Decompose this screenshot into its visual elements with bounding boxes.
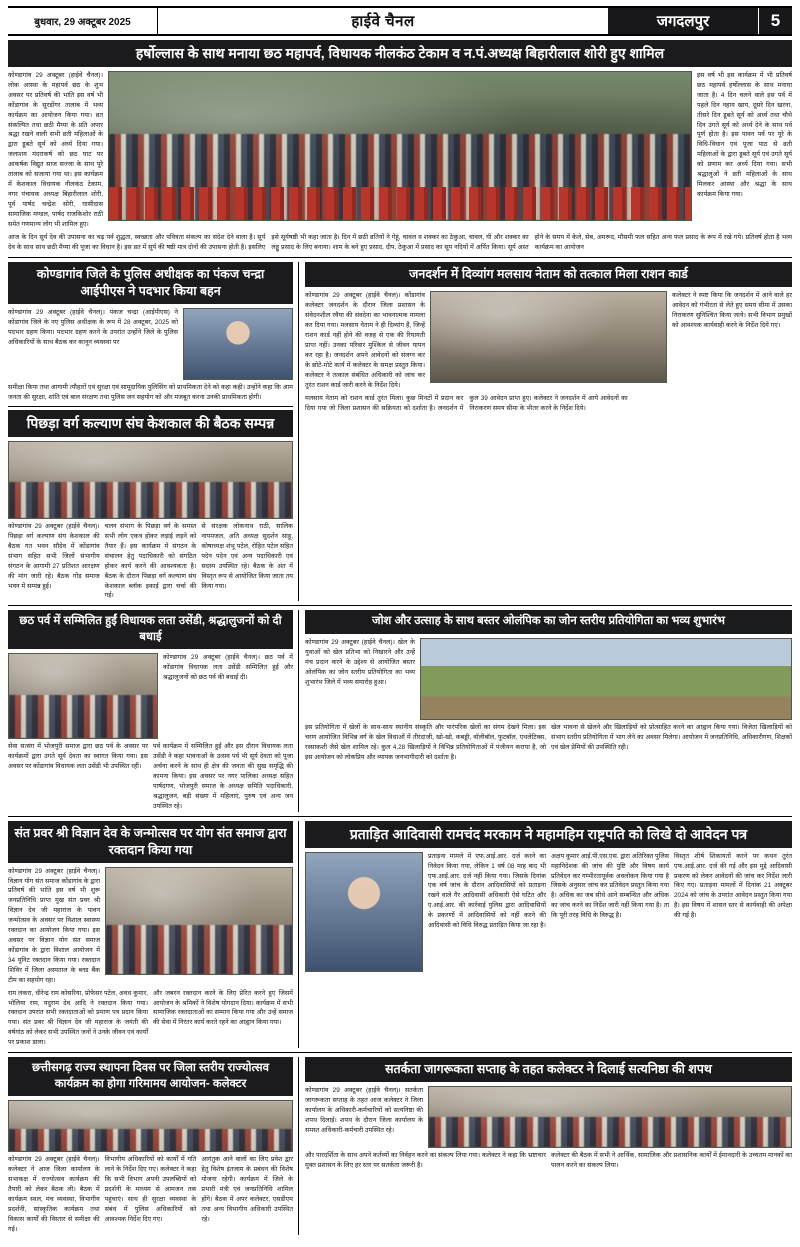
- lead-headline: हर्षोल्लास के साथ मनाया छठ महापर्व, विधायक नीलकंठ टेकाम व न.पं.अध्यक्ष बिहारीलाल शोरी हुए शामिल: [8, 40, 792, 67]
- blood-col-1: कोण्डागांव 29 अक्टूबर (हाईवे चैनल)। विज्ञान योग संत समाज कोंडागांव के द्वारा प्रतिवर्ष की भांति इस वर्ष भी शुरू जनप्रतिनिधि प्राप्त मुख संत प्रवर श्री विज्ञान देव जी महाराज के पावन जन्मोत्सव के अवसर पर विशाल स्वास्थ्य रक्तदान का आयोजन किया गया। इस अवसर पर विज्ञान योग संत समाज कोंडागांव के द्वारा विशाल आयोजन में 34 यूनिट रक्तदान किया गया। रक्तदान शिविर में जिला अस्पताल के ब्लड बैंक टीम का सहयोग रहा।: [8, 867, 100, 984]
- chhath-wishes-col-3: पर्व कार्यक्रम में सम्मिलित हुईं और इस दौरान विधायक लता उसेंडी ने कहा भावनाओं के उत्सव पर्व भी सूर्य देवता को पूजा अर्चना करने के साथ ही क्षेत्र की जनता की सुख समृद्धि की कामना किया। इस अवसर पर नगर पालिका अध्यक्ष सहित पार्षदगण, भोजपुरी समाज के अध्यक्ष समिति पदाधिकारी, श्रद्धालुजन, बड़ी संख्या में महिलाएं, पुरुष एवं अन्य जन उपस्थित रहे।: [153, 743, 293, 810]
- pitthoda-headline: पिछड़ा वर्ग कल्याण संघ केशकाल की बैठक सम्पन्न: [8, 410, 293, 437]
- statehood-col-3: आगंतुक आने वालों का लिए प्रवेश द्वार हेतु विशेष इंतजाम के प्रबंधन की विशेष योजना रहेगी। कार्यक्रम में जिले के प्रभारी मंत्री एवं जनप्रतिनिधि शामिल होंगे। बैठक में अपर कलेक्टर, एसडीएम तथा अन्य विभागीय अधिकारी उपस्थित रहे।: [201, 1156, 293, 1223]
- jandarshan-col-1: कोण्डागांव 29 अक्टूबर (हाईवे चैनल)। कोंडागांव कलेक्टर जनदर्शन के दौरान जिला प्रशासन के संवेदनशील रवैया की संवदेना का भावनात्मक मामला कर दिया गया। मलसाय नेताम ने ही दिव्यांग हैं, जिन्हें राशन कार्ड नहीं होने की वजह से एक की रियायती प्राप्त नहीं। उनका परिवार मुश्किल से जीवन यापन कर रहा है। जनदर्शन अपने आवेदनों को संलग्न कर के छोटे-मोटे कार्य में कलेक्टर के समक्ष प्रस्तुत किया। कलेक्टर ने तत्काल संबंधित अधिकारी को जांच कर तुरंत राशन कार्ड जारी करने के निर्देश दिये।: [305, 292, 425, 389]
- masthead-brand: हाईवे चैनल: [351, 13, 415, 30]
- chhath-wishes-headline: छठ पर्व में सम्मिलित हुईं विधायक लता उसेंडी, श्रद्धालुजनों को दी बधाई: [8, 610, 293, 649]
- jandarshan-headline: जनदर्शन में दिव्यांग मलसाय नेताम को तत्काल मिला राशन कार्ड: [305, 262, 792, 287]
- statehood-meeting-photo: [8, 1100, 293, 1152]
- police-col-1: कोण्डागांव 29 अक्टूबर (हाईवे चैनल)। पंकज चन्द्रा (आईपीएस) ने कोंडागांव जिले के नए पुलिस अधीक्षक के रूप में 28 अक्टूबर, 2025 को पदभार ग्रहण किया। पदभार ग्रहण करने के उपरांत उन्होंने जिले के पुलिस अधिकारियों के साथ बैठक कर कानून व्यवस्था पर: [8, 309, 178, 346]
- lead-col-3: इस वर्ष भी इस कार्यक्रम में भी प्रतिवर्ष छठ महापर्व हर्षोल्लास के साथ मनाया जाता है। 4 दिन चलने वाले इस पर्व में पहले दिन नहाय खाय, दूसरे दिन खरना, तीसरे दिन डूबते सूर्य को अर्ध्य तथा चौथे दिन उगते सूर्य को अर्ध्य देने के साथ पर्व पूर्ण होता है। इस पावन पर्व पर पूरे के विधि-विधान एवं पूजा पाठ से व्रती महिलाओं के द्वारा डूबते सूर्य एवं उगते सूर्य को प्रणाम कर अर्ध्य दिया गया। सभी श्रद्धालुओं ने व्रती महिलाओं के साथ मिलकर आस्था और श्रद्धा के साथ कार्यक्रम किया गया।: [697, 71, 792, 198]
- oath-col-3: कलेक्टर की बैठक में सभी ने आर्थिक, सामाजिक और प्रशासनिक कार्यों में ईमानदारी के उच्चतम मानकों का पालन करने का संकल्प लिया।: [551, 1152, 792, 1169]
- blood-headline: संत प्रवर श्री विज्ञान देव के जन्मोत्सव पर योग संत समाज द्वारा रक्तदान किया गया: [8, 821, 293, 863]
- lead-col-2: आज के दिन सूर्य देव की उपासना का चढ़ पर्व शुद्धता, स्वच्छता और पवित्रता संकल्प का संदेश देने वाला है। सूर्य देव के साथ साथ छठी मैय्या की पूजा का विधान है। इस व्रत में सूर्य की षष्ठी मात्र दोनों की उपासना होती है। इसलिए इसे सूर्यषष्ठी भी कहा जाता है। दिन में छठी व्रतियों ने गेहूं, चावल व शक्कर का ठेकुआ, चावल, घी और शक्कर का लड्डू प्रसाद के लिए बनाया। शाम के बने हुए प्रसाद, दीप, ठेकुआ में प्रसाद का सूप नदियों में अर्पित किया। सूर्य अस्त होने के समय में केले, सेब, अमरूद, मौसमी फल सहित अन्य फल प्रसाद के रूप में रखे गये। प्रतिवर्ष होता है भव्य कार्यक्रम का आयोजन: [8, 233, 792, 251]
- olympic-headline: जोश और उत्साह के साथ बस्तर ओलंपिक का जोन स्तरीय प्रतियोगिता का भव्य शुभारंभ: [305, 610, 792, 634]
- masthead: [8, 6, 792, 36]
- olympic-col-3: खेल भावना से खेलने और खिलाड़ियों को प्रोत्साहित करने का आह्वान किया गया। विजेता खिलाड़ियों को संभाग स्तरीय प्रतियोगिता में भाग लेने का अवसर मिलेगा। आयोजन में जनप्रतिनिधि, अधिकारीगण, शिक्षकों एवं खेल प्रेमियों की उपस्थिति रही।: [551, 723, 792, 751]
- oath-ceremony-photo: [428, 1086, 792, 1148]
- blood-donation-photo: [105, 867, 293, 975]
- chhath-wishes-col-2: सेवा सत्संग में भोजपुरी समाज द्वारा छठ पर्व के अवसर पर कार्यक्रमों द्वारा उगते सूर्य देवता का स्वागत किया गया। इस अवसर पर कोंडागांव विधायक लता उसेंडी भी उपस्थित रहीं।: [8, 743, 148, 771]
- pitthoda-meeting-photo: [8, 441, 293, 519]
- blood-col-3: और जबरन रक्तदान करने के लिए प्रेरित करने हुए जिसमें आयोजन के श्रमिकों ने विशेष योगदान दिया। कार्यक्रम में सभी सामाजिक रक्तदाताओं का सम्मान किया गया और उन्हें समाज की सेवा में निरंतर कार्य करते रहने का आह्वान किया गया।: [153, 989, 293, 1027]
- pitthoda-col-3: से संरक्षक लोकनाथ राठी, सालिक नायमजल, अति अध्यक्ष सुदर्शन साहू, कोषाध्यक्ष शंभू पटेल, रोहित पटेल सहित पदेन पदेन एवं अन्य पदाधिकारी एवं सदस्य उपस्थित रहे। बैठक के अंत में विस्तृत रूप से आयोजित किया जाता तय किया गया।: [201, 522, 293, 590]
- row-chhath-olympic: [8, 610, 792, 811]
- lead-col-1: कोण्डागांव 29 अक्टूबर (हाईवे चैनल)। लोक आस्था के महापर्व छठ के शुभ अवसर पर प्रतिवर्ष की भांति इस वर्ष भी कोंडागांव के सुरडोंगर तालाब में भव्य कार्यक्रम का आयोजन किया गया। व्रत संकल्पित तथा छठी मैय्या के प्रति अपार श्रद्धा रखने वाली सभी व्रती महिलाओं के द्वारा डूबते सूर्य को अर्ध्य दिया गया। जलाशय मंदराकर्ष को छठ घाट पर आकर्षक विद्युत साज सज्जा के साथ पूरे तालाब को सजाया गया था। इस कार्यक्रम में केशकाल विधायक नीलकंठ टेकाम, नगर पंचायक अध्यक्ष बिहारीलाल शोरी, पूर्व पार्षद चन्द्रेश सोरी, घासीदास सामाजिक मण्डल, पार्षद राजकिशोर राठी समेत गणमान्य लोग भी शामिल हुए।: [8, 71, 103, 228]
- olympic-col-2: इस प्रतियोगिता में खेलों के साथ-साथ स्थानीय संस्कृति और पारंपरिक खेलों का संगम देखने मिला। इस चरण आयोजित विभिन्न वर्ग के खेल विधाओं में तीरंदाजी, खो-खो, कबड्डी, वॉलीबॉल, फुटबॉल, एथलेटिक्स, रस्साकशी जैसे खेल शामिल रहे। कुल 4,28 खिलाड़ियों ने विभिन्न प्रतियोगिताओं में पंजीयन कराया है, जो इस आयोजन को लोकप्रिय और व्यापक जनभागीदारी को दर्शाता है।: [305, 723, 546, 761]
- row-blood-president: [8, 821, 792, 1048]
- oath-col-1: कोण्डागांव 29 अक्टूबर (हाईवे चैनल)। सतर्कता जागरूकता सप्ताह के तहत आज कलेक्टर ने जिला कार्यालय के अधिकारी-कर्मचारियों को सत्यनिष्ठा की शपथ दिलाई। शपथ के दौरान जिला कार्यालय के समस्त अधिकारी-कर्मचारी उपस्थित रहे।: [305, 1087, 423, 1134]
- statehood-col-2: विभागीय अधिकारियों को कार्यों में गति लाने के निर्देश दिए गए। कलेक्टर ने कहा कि सभी विभाग अपनी उपलब्धियों को प्रदर्शनी के माध्यम से आमजन तक पहुंचाएं। साथ ही सुरक्षा व्यवस्था के संबंध में पुलिस अधिकारियों को आवश्यक निर्देश दिए गए।: [104, 1156, 197, 1223]
- statehood-headline: छत्तीसगढ़ राज्य स्थापना दिवस पर जिला स्तरीय राज्योत्सव कार्यक्रम का होगा गरिमामय आयोजन- कलेक्टर: [8, 1057, 293, 1096]
- lead-story: [8, 40, 792, 252]
- president-letter-photo: [305, 852, 423, 972]
- chhath-wishes-col-1: कोण्डागांव 29 अक्टूबर (हाईवे चैनल)। छठ पर्व में कोंडागांव विधायक लता उसेंडी सम्मिलित हुईं और श्रद्धालुजनों को छठ पर्व की बधाई दी।: [163, 654, 293, 682]
- police-officer-photo: [183, 308, 293, 380]
- masthead-edition: जगदलपुर: [608, 8, 758, 34]
- olympic-photo: [420, 638, 792, 720]
- row-statehood-oath: [8, 1057, 792, 1234]
- statehood-col-1: कोण्डागांव 29 अक्टूबर (हाईवे चैनल)। कलेक्टर ने आज जिला कार्यालय के सभाकक्ष में राज्योत्सव कार्यक्रम की तैयारी को लेकर बैठक ली। बैठक में कार्यक्रम स्थल, मंच व्यवस्था, विभागीय प्रदर्शनी, सांस्कृतिक कार्यक्रम तथा विकास कार्यों की विस्तार से समीक्षा की गई।: [8, 1156, 100, 1233]
- jandarshan-col-3: कलेक्टर ने स्पष्ट किया कि जनदर्शन में आने वाले हर आवेदन को गंभीरता से लेते हुए समय सीमा में उसका निराकरण सुनिश्चित किया जाये। सभी विभाग प्रमुखों को आवश्यक कार्यवाही करने के निर्देश दिये गए।: [672, 292, 792, 330]
- president-headline: प्रताड़ित आदिवासी रामचंद मरकाम ने महामहिम राष्ट्रपति को लिखे दो आवेदन पत्र: [305, 821, 792, 848]
- police-col-2: समीक्षा किया तथा आगामी त्यौहारों एवं सुरक्षा एवं सामूदायिक पुलिसिंग को प्राथमिकता देने को कहा कही। उन्होंने कहा कि आम जनता की सुरक्षा, शांति एवं बाल संरक्षण तथा पुलिस जन सहयोग को और मजबूत करना उनकी प्राथमिकता होगी।: [8, 384, 293, 402]
- oath-col-2: और पारदर्शिता के साथ अपने कर्तव्यों का निर्वहन करने का संकल्प लिया गया। कलेक्टर ने कहा कि भ्रष्टाचार मुक्त प्रशासन के लिए हर स्तर पर सतर्कता जरूरी है।: [305, 1152, 546, 1169]
- police-headline: कोण्डागांव जिले के पुलिस अधीक्षक का पंकज चन्द्रा आईपीएस ने पदभार किया बहन: [8, 262, 293, 304]
- jandarshan-photo: [430, 291, 667, 383]
- pitthoda-col-1: कोण्डागांव 29 अक्टूबर (हाईवे चैनल)। पिछड़ा वर्ग कल्याण संघ केशकाल की बैठक गत भवन सौदेव में कोंडागांव संभाग सहित सभी जिलों संभागीय संगठन के आगामी 27 प्रतिशत आरक्षण की मांग जारी रहे। बैठक गोंड समाज भवन में सम्पन्न हुई।: [8, 522, 100, 590]
- president-col-2: अक्षय कुमार आई.पी.एस.एस. द्वारा अतिरिक्त पुलिस महानिदेशक की जांच की पुष्टि और विषय कार्य प्रतिवेदन कर गम्भीरतापूर्वक अवलोकन किया गया है जिसके अनुसार जांच कर प्रतिवेदन प्रस्तुत किया गया है। अधिक का जब सीधे आने सम्बन्धित और अधिक का जांच करने का निर्देश जारी नहीं किया गया है। ता कि पूरी तरह विधि के विरुद्ध है।: [551, 852, 669, 920]
- masthead-page-number: 5: [758, 8, 792, 34]
- president-col-3: विस्तृत शीर्ष शिकायतों करने पर कथन तुरंत एफ.आई.आर. दर्ज की गई और इस मुद्दे आदिवासी प्रकरण को लेकर आवेदनों की जांच कर निर्देश जारी किए गए। प्रताड़ना मामलों में दिनांक 21 अक्टूबर 2024 को जांच के उपरांत आवेदन प्रस्तुत किया गया है। इस विषय में शासन स्तर से कार्यवाही की अपेक्षा की गई है।: [674, 852, 792, 920]
- blood-col-2: राम लंकरा, धीरेन्द्र राम कोसरिया, प्रोफेसर पटेल, अवध कुमार, भोलिया राम, यदुराम देव आदि ने रक्तदान किया गया। रक्तदान उपरांत सभी रक्तदाताओं को प्रमाण पत्र प्रदान किया गया। संत प्रवर श्री विज्ञान देव जी महाराज के जयंती की वर्षगांठ को लेकर सभी उपस्थित जनों ने उनके जीवन एवं कार्यों पर प्रकाश डाला।: [8, 989, 148, 1047]
- olympic-col-1: कोण्डागांव 29 अक्टूबर (हाईवे चैनल)। खेल के युवाओं को खेल प्रतिभा को निखारने और उन्हें मंच प्रदान करने के उद्देश्य से आयोजित बस्तर ओलंपिक का जोन स्तरीय प्रतियोगिता का भव्य शुभारंभ जिले में भव्य समारोह हुआ।: [305, 638, 415, 686]
- lead-photo: [108, 71, 692, 221]
- row-police-jandarshan: [8, 262, 792, 601]
- jandarshan-col-2: मलसाय नेताम को राशन कार्ड तुरंत मिला। कुछ मिनटों में प्रदान कर दिया गया जो जिला प्रशासन की सक्रियता को दर्शाता है। जनदर्शन में कुल 39 आवेदन प्राप्त हुए। कलेक्टर ने जनदर्शन में आये आवेदनों का निराकरण समय सीमा के भीतर करने के निर्देश दिये।: [305, 394, 628, 412]
- chhath-wishes-photo: [8, 653, 158, 739]
- president-col-1: प्रताड़ना मामले में एफ.आई.आर. दर्ज करने का निवेदन किया गया, लेकिन 1 वर्ष 08 माह बाद भी एफ.आई.आर. दर्ज नहीं किया गया। जिसके दिनांक एक वर्ष जांच के दौरान आदिवासियों को प्रताड़ना रखने वाले गैर आदिवासी अधिकारी ऐसे घटित और ए.आई.आर. की कार्रवाई पुलिस द्वारा आदिवासियों के प्रकरणों में आदिवासियों को नहीं करने की आदिवासी को विधि विरुद्ध प्रताड़ित किया जा रहा है।: [428, 852, 546, 930]
- pitthoda-col-2: चलन संभाग के पिछड़ा वर्ग के समस्त सभी लोग एकत्र होकर लड़ाई लड़ने को तैयार हैं। इस कार्यक्रम में संगठन के संचालन हेतु पदाधिकारी को संगठित होकर कार्य करने की आवश्यकता है। बैठक के दौरान पिछड़ा वर्ग कल्याण संघ केशकाल ब्लॉक इकाई द्वारा चर्चा की गई।: [104, 522, 197, 600]
- oath-headline: सतर्कता जागरूकता सप्ताह के तहत कलेक्टर ने दिलाई सत्यनिष्ठा की शपथ: [305, 1057, 792, 1082]
- masthead-date: बुधवार, 29 अक्टूबर 2025: [8, 8, 158, 34]
